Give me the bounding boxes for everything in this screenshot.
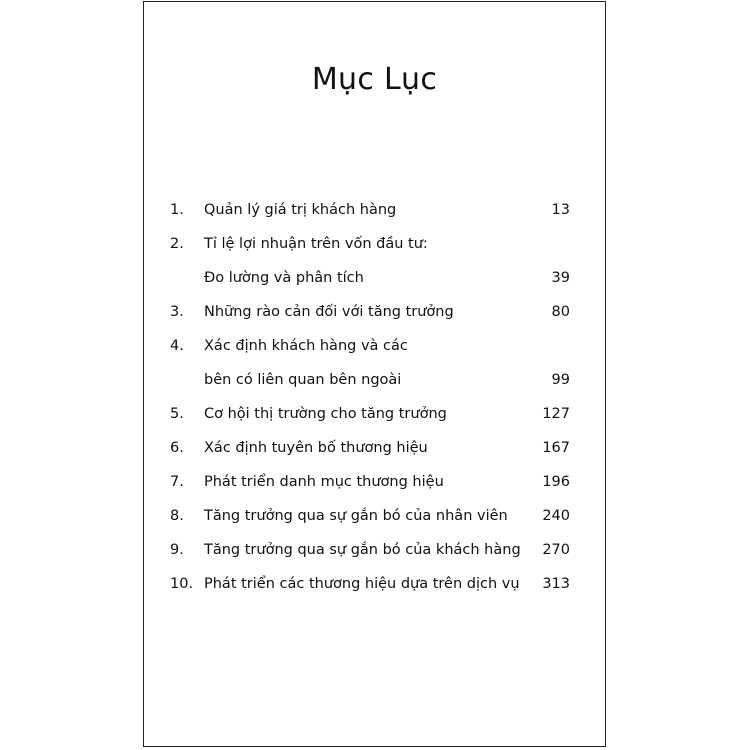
toc-entry-line — [144, 402, 605, 426]
toc-entry-line — [144, 470, 605, 494]
toc-entry-line — [144, 334, 605, 358]
entry-page-number: 127 — [542, 406, 570, 422]
entry-title: Đo lường và phân tích — [204, 270, 364, 286]
entry-page-number: 99 — [551, 372, 570, 388]
toc-entry-line — [144, 198, 605, 222]
entry-title: Cơ hội thị trường cho tăng trưởng — [204, 406, 447, 422]
entry-title: Những rào cản đối với tăng trưởng — [204, 304, 454, 320]
entry-title: Tỉ lệ lợi nhuận trên vốn đầu tư: — [204, 236, 428, 252]
entry-number: 9. — [170, 542, 184, 558]
entry-title: Tăng trưởng qua sự gắn bó của nhân viên — [204, 508, 508, 524]
entry-number: 3. — [170, 304, 184, 320]
entry-page-number: 167 — [542, 440, 570, 456]
entry-number: 6. — [170, 440, 184, 456]
entry-page-number: 240 — [542, 508, 570, 524]
toc-entry-line — [144, 538, 605, 562]
toc-entry-line — [144, 368, 605, 392]
entry-page-number: 13 — [551, 202, 570, 218]
entry-page-number: 313 — [542, 576, 570, 592]
entry-number: 8. — [170, 508, 184, 524]
entry-title: Quản lý giá trị khách hàng — [204, 202, 397, 218]
entry-title: Phát triển các thương hiệu dựa trên dịch vụ — [204, 576, 520, 592]
toc-entry-line — [144, 232, 605, 256]
entry-page-number: 196 — [542, 474, 570, 490]
entry-number: 2. — [170, 236, 184, 252]
entry-page-number: 80 — [551, 304, 570, 320]
page-title: Mục Lục — [311, 62, 438, 97]
toc-entry-line — [144, 436, 605, 460]
entry-number: 4. — [170, 338, 184, 354]
entry-number: 5. — [170, 406, 184, 422]
entry-page-number: 39 — [551, 270, 570, 286]
book-page — [143, 1, 606, 747]
entry-title: Xác định tuyên bố thương hiệu — [204, 440, 428, 456]
entry-number: 1. — [170, 202, 184, 218]
toc-entry-line — [144, 504, 605, 528]
entry-title: Tăng trưởng qua sự gắn bó của khách hàng — [204, 542, 521, 558]
toc-entry-line — [144, 572, 605, 596]
toc-entry-line — [144, 266, 605, 290]
entry-title: Phát triển danh mục thương hiệu — [204, 474, 444, 490]
entry-number: 7. — [170, 474, 184, 490]
entry-title: Xác định khách hàng và các — [204, 338, 408, 354]
entry-title: bên có liên quan bên ngoài — [204, 372, 402, 388]
toc-entry-line — [144, 300, 605, 324]
entry-page-number: 270 — [542, 542, 570, 558]
entry-number: 10. — [170, 576, 194, 592]
